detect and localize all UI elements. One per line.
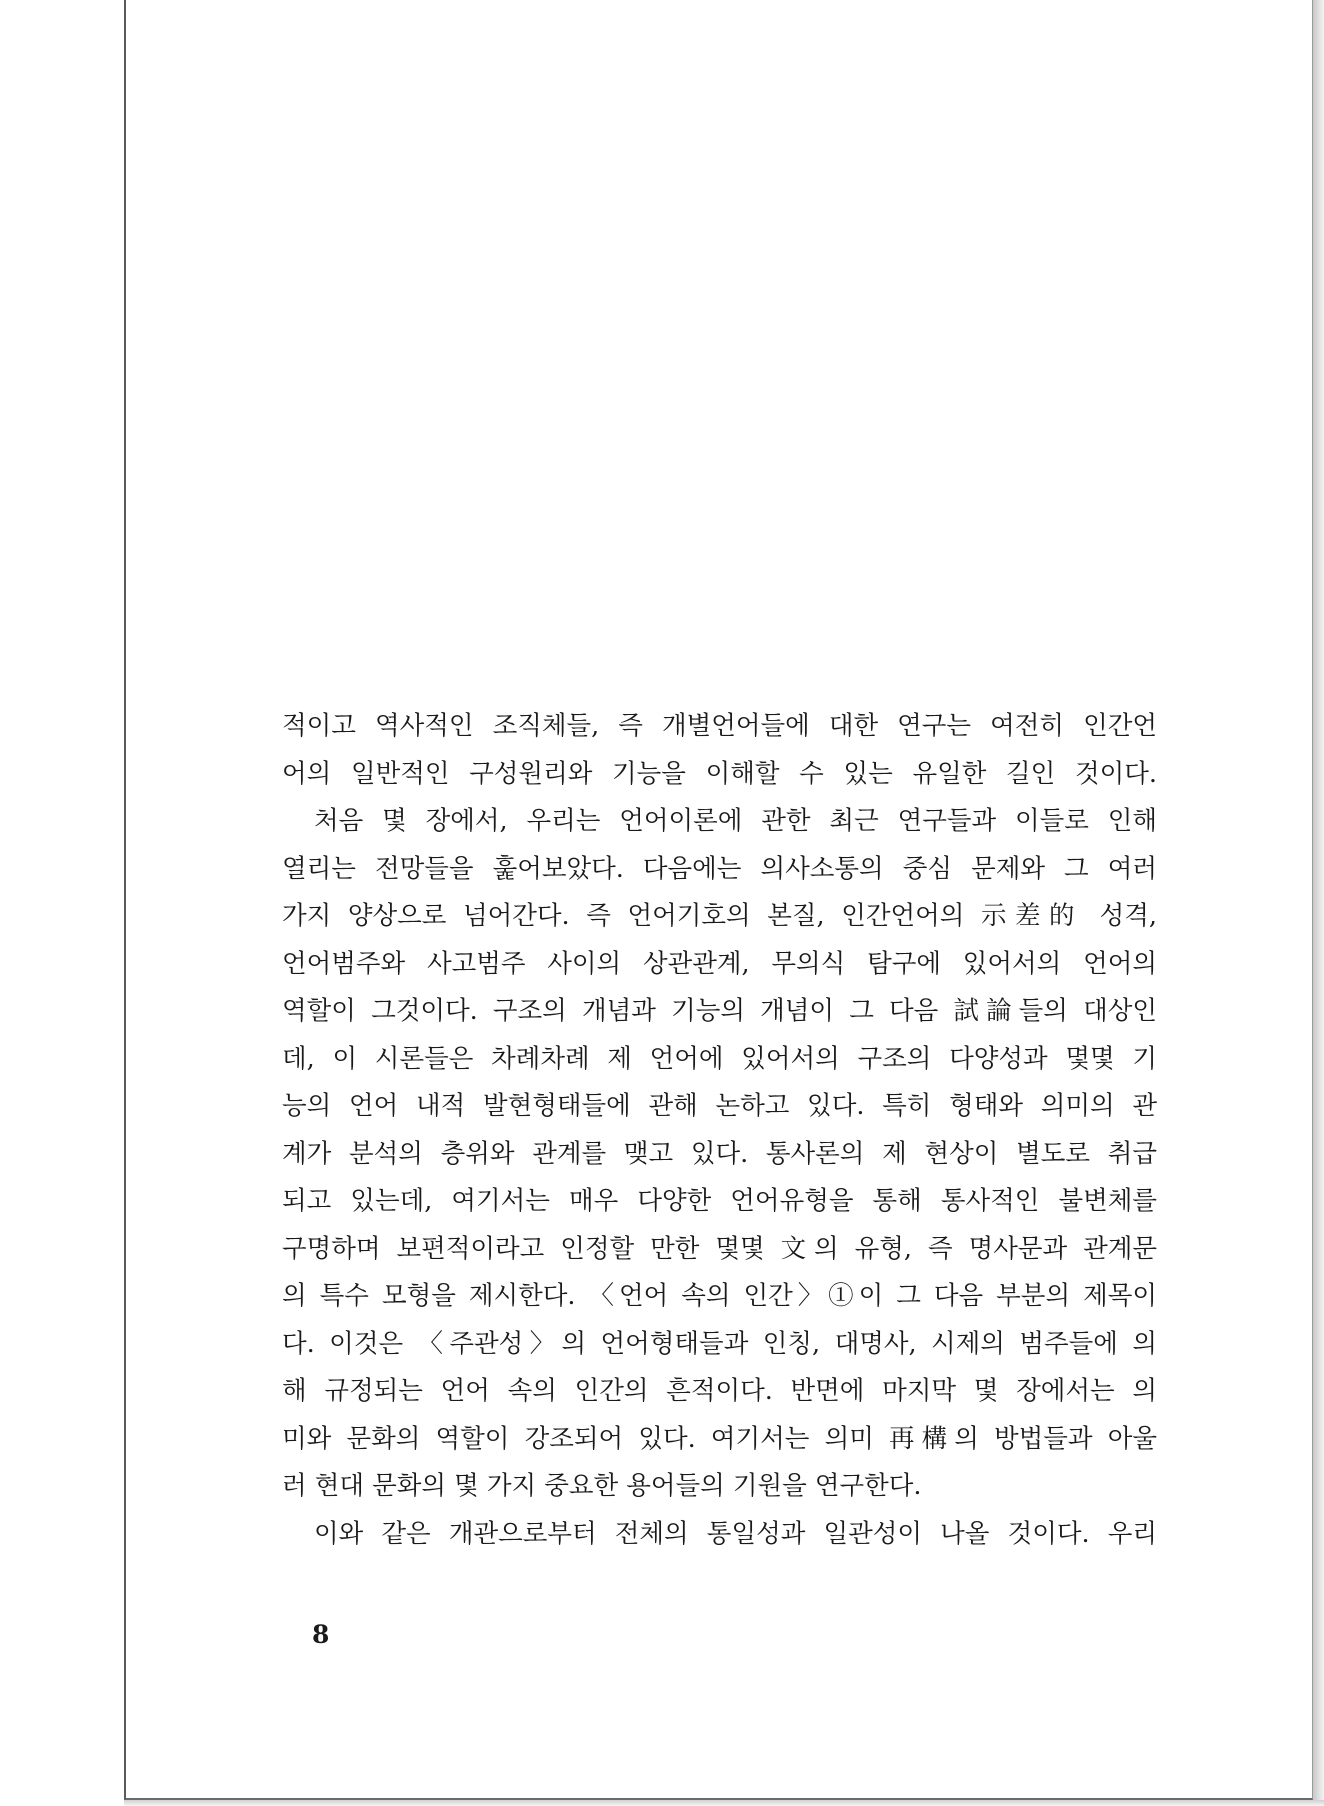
text-line: 되고 있는데, 여기서는 매우 다양한 언어유형을 통해 통사적인 불변체를 [282, 1186, 1157, 1216]
text-line: 다. 이것은 〈주관성〉의 언어형태들과 인칭, 대명사, 시제의 범주들에 의 [282, 1328, 1157, 1359]
page-edge-shadow [1313, 0, 1324, 1806]
text-line: 열리는 전망들을 훑어보았다. 다음에는 의사소통의 중심 문제와 그 여러 [282, 853, 1157, 884]
text-line: 계가 분석의 층위와 관계를 맺고 있다. 통사론의 제 현상이 별도로 취급 [282, 1138, 1157, 1169]
page-bottom-shadow [124, 1800, 1324, 1806]
text-line: 러 현대 문화의 몇 가지 중요한 용어들의 기원을 연구한다. [282, 1471, 922, 1501]
text-line: 가지 양상으로 넘어간다. 즉 언어기호의 본질, 인간언어의 示差的 성격, [282, 901, 1157, 931]
text-line: 언어범주와 사고범주 사이의 상관관계, 무의식 탐구에 있어서의 언어의 [282, 948, 1157, 979]
text-line: 데, 이 시론들은 차례차례 제 언어에 있어서의 구조의 다양성과 몇몇 기 [282, 1043, 1157, 1074]
text-line: 적이고 역사적인 조직체들, 즉 개별언어들에 대한 연구는 여전히 인간언 [282, 711, 1157, 741]
text-line: 역할이 그것이다. 구조의 개념과 기능의 개념이 그 다음 試論들의 대상인 [282, 996, 1157, 1026]
text-line: 해 규정되는 언어 속의 인간의 흔적이다. 반면에 마지막 몇 장에서는 의 [282, 1376, 1157, 1406]
text-line: 능의 언어 내적 발현형태들에 관해 논하고 있다. 특히 형태와 의미의 관 [282, 1091, 1157, 1121]
text-line: 구명하며 보편적이라고 인정할 만한 몇몇 文의 유형, 즉 명사문과 관계문 [282, 1233, 1157, 1264]
page-number: 8 [312, 1620, 330, 1649]
text-line: 어의 일반적인 구성원리와 기능을 이해할 수 있는 유일한 길인 것이다. [282, 758, 1157, 789]
text-line: 의 특수 모형을 제시한다. 〈언어 속의 인간〉①이 그 다음 부분의 제목이 [282, 1281, 1157, 1311]
text-line: 이와 같은 개관으로부터 전체의 통일성과 일관성이 나올 것이다. 우리 [314, 1518, 1157, 1549]
text-line: 미와 문화의 역할이 강조되어 있다. 여기서는 의미 再構의 방법들과 아울 [282, 1423, 1157, 1454]
text-line: 처음 몇 장에서, 우리는 언어이론에 관한 최근 연구들과 이들로 인해 [314, 806, 1157, 836]
body-text [282, 703, 1157, 1558]
